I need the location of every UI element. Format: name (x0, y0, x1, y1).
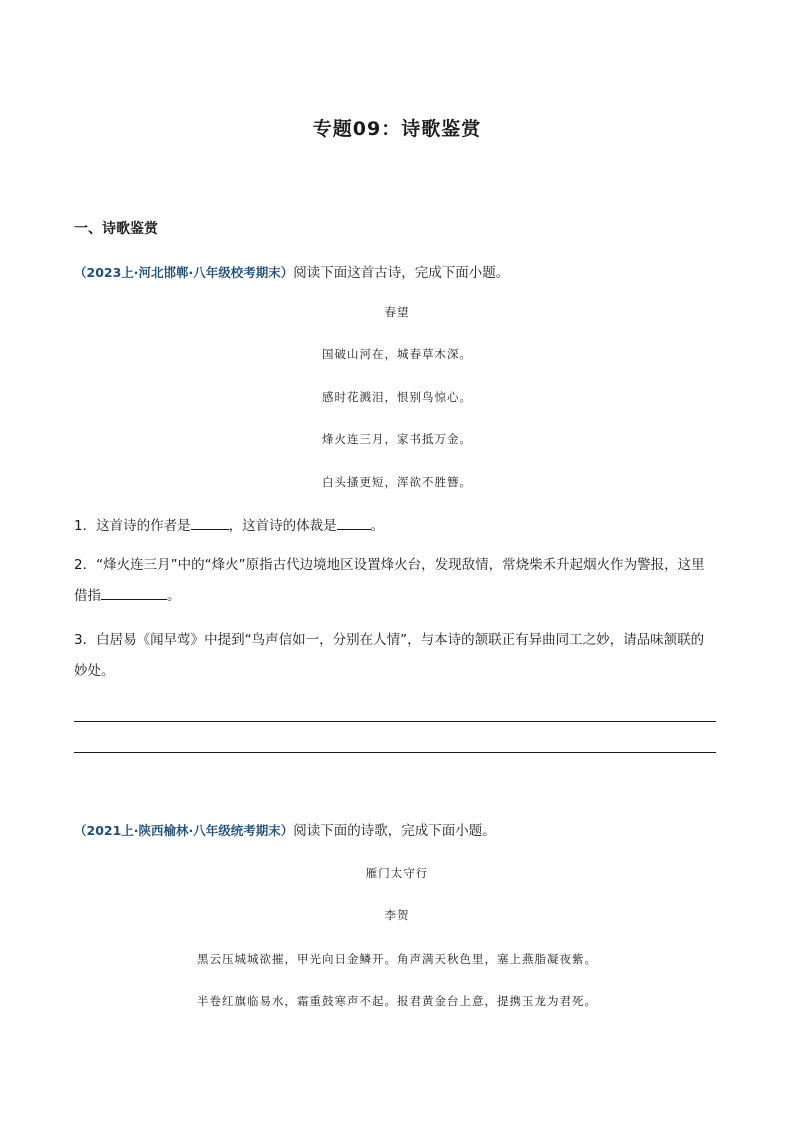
poem1-line: 感时花溅泪，恨别鸟惊心。 (322, 390, 472, 404)
question-text: 。 (167, 588, 181, 604)
answer-blank[interactable] (191, 515, 229, 530)
poem1-line: 国破山河在，城春草木深。 (322, 347, 472, 361)
question-text: 这首诗的作者是 (96, 518, 191, 534)
answer-line[interactable] (74, 721, 716, 722)
question-number: 3． (74, 632, 97, 648)
passage1-source: （2023上·河北邯郸·八年级校考期末） (74, 265, 294, 280)
passage2-intro (74, 821, 496, 841)
question-text: 。 (370, 518, 385, 534)
question-3 (74, 625, 724, 687)
passage2-source: （2021上·陕西榆林·八年级统考期末） (74, 823, 294, 838)
question-text: 借指 (74, 588, 101, 604)
question-text: “烽火连三月”中的“烽火”原指古代边境地区设置烽火台，发现敌情，常烧柴禾升起烟火作为警报，这里 (96, 557, 705, 573)
question-number: 1． (74, 518, 97, 534)
poem2-title: 雁门太守行 (365, 866, 429, 880)
answer-blank[interactable] (101, 585, 167, 600)
poem1-title: 春望 (384, 305, 410, 319)
passage2-instruction: 阅读下面的诗歌，完成下面小题。 (293, 823, 496, 839)
question-number: 2． (74, 557, 97, 573)
passage1-instruction: 阅读下面这首古诗，完成下面小题。 (293, 265, 510, 281)
page-title: 专题09：诗歌鉴赏 (312, 118, 482, 140)
section-heading: 一、诗歌鉴赏 (74, 221, 158, 237)
poem1-line: 烽火连三月，家书抵万金。 (322, 432, 472, 446)
question-text: 白居易《闻早莺》中提到“鸟声信如一，分别在人情”，与本诗的颔联正有异曲同工之妙，请品味颔联的 (96, 632, 705, 648)
passage1-intro (74, 263, 509, 283)
answer-line[interactable] (74, 752, 716, 753)
poem1-line: 白头搔更短，浑欲不胜簪。 (322, 475, 472, 489)
poem2-line: 半卷红旗临易水，霜重鼓寒声不起。报君黄金台上意，提携玉龙为君死。 (197, 994, 597, 1008)
poem2-line: 黑云压城城欲摧，甲光向日金鳞开。角声满天秋色里，塞上燕脂凝夜紫。 (197, 952, 597, 966)
question-text: 妙处。 (74, 663, 115, 679)
poem2-author: 李贺 (384, 908, 410, 922)
question-text: ，这首诗的体裁是 (228, 518, 337, 534)
question-2 (74, 550, 724, 612)
answer-blank[interactable] (337, 515, 371, 530)
question-1 (74, 511, 724, 542)
